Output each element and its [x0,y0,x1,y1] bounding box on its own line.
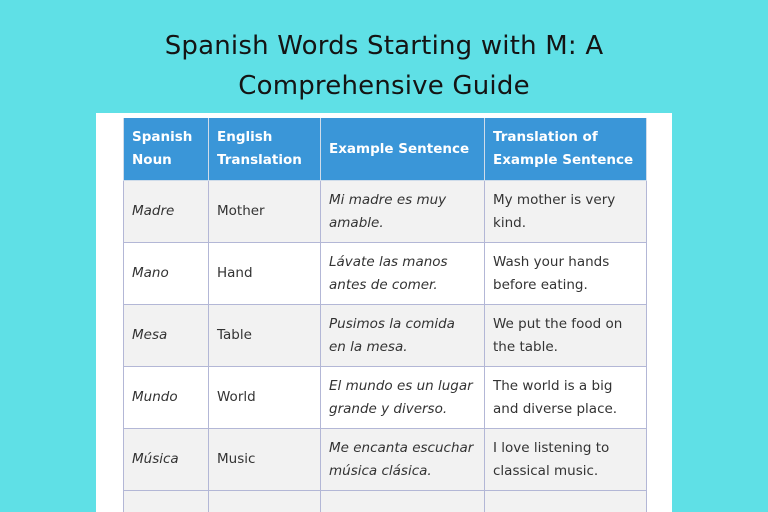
table-header-row [124,118,647,181]
cell-example-sentence: El mundo es un lugar grande y diverso. [321,367,485,429]
table-row [124,305,647,367]
cell-english-translation: Hand [209,243,321,305]
vocabulary-table [123,118,647,512]
cell-english-translation: Mother [209,181,321,243]
table-row-cut-off [124,491,647,512]
table-row [124,181,647,243]
page-title-line-2: Comprehensive Guide [238,71,530,101]
table-row [124,243,647,305]
column-header-example-sentence: Example Sentence [321,118,485,181]
cell-example-sentence: Lávate las manos antes de comer. [321,243,485,305]
cell-spanish-noun: Mundo [124,367,209,429]
cell-sentence-translation: The world is a big and diverse place. [485,367,647,429]
cell-sentence-translation: I love listening to classical music. [485,429,647,491]
column-header-sentence-translation: Translation of Example Sentence [485,118,647,181]
cell-spanish-noun: Mesa [124,305,209,367]
cell-empty [485,491,647,512]
cell-empty [124,491,209,512]
cell-english-translation: Music [209,429,321,491]
cell-sentence-translation: My mother is very kind. [485,181,647,243]
cell-spanish-noun: Música [124,429,209,491]
cell-spanish-noun: Mano [124,243,209,305]
cell-example-sentence: Me encanta escuchar música clásica. [321,429,485,491]
cell-empty [321,491,485,512]
table-card [96,113,672,512]
cell-spanish-noun: Madre [124,181,209,243]
cell-example-sentence: Mi madre es muy amable. [321,181,485,243]
page-title-line-1: Spanish Words Starting with M: A [164,31,604,61]
cell-sentence-translation: Wash your hands before eating. [485,243,647,305]
page-title [0,26,768,106]
column-header-spanish-noun: Spanish Noun [124,118,209,181]
table-row [124,367,647,429]
cell-english-translation: World [209,367,321,429]
column-header-english-translation: English Translation [209,118,321,181]
cell-example-sentence: Pusimos la comida en la mesa. [321,305,485,367]
table-row [124,429,647,491]
cell-english-translation: Table [209,305,321,367]
cell-empty [209,491,321,512]
cell-sentence-translation: We put the food on the table. [485,305,647,367]
